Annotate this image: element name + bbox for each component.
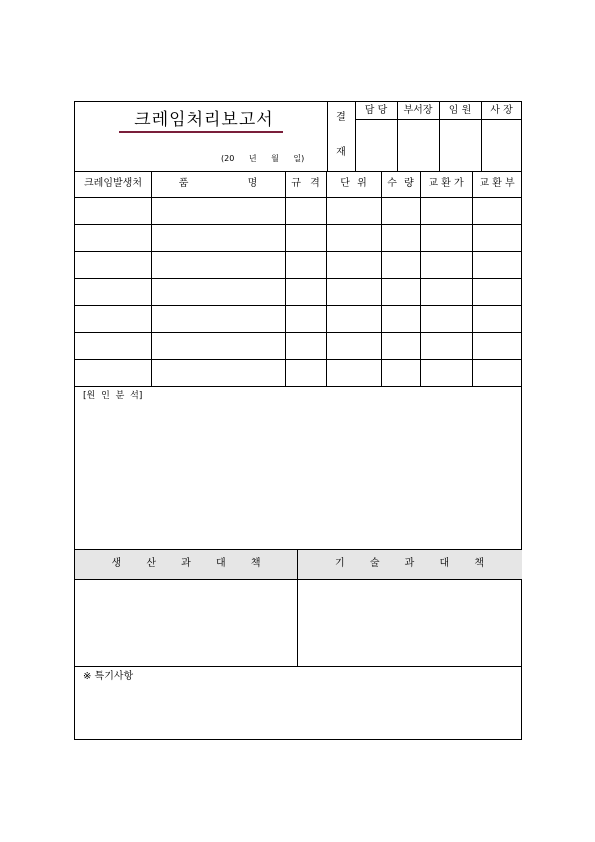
col-header-claim-source: 크레임발생처: [84, 178, 142, 189]
countermeasure-top-line: [75, 549, 522, 550]
col-header-unit: 단 위: [340, 178, 367, 189]
header-top-line: [75, 171, 522, 172]
form-title: 크레임처리보고서: [134, 110, 274, 130]
cause-analysis-label: [원 인 분 석]: [83, 391, 143, 401]
approval-role-president: 사 장: [490, 105, 513, 116]
table-row[interactable]: [75, 278, 522, 279]
header-bottom-line: [75, 197, 522, 198]
approval-stamp-box-staff[interactable]: [355, 120, 397, 171]
title-underline: [119, 131, 283, 133]
remarks-top-line: [75, 666, 522, 667]
technical-countermeasure-area[interactable]: [298, 580, 522, 666]
production-countermeasure-header: 생 산 과 대 책: [111, 558, 261, 569]
approval-stamp-box-dept-head[interactable]: [397, 120, 439, 171]
col-header-spec: 규 격: [291, 178, 320, 189]
technical-countermeasure-header: 기 술 과 대 책: [334, 558, 484, 569]
approval-stamp-box-executive[interactable]: [439, 120, 481, 171]
approval-side-label-bottom: 재: [336, 147, 346, 158]
table-row[interactable]: [75, 251, 522, 252]
claim-report-form: [74, 101, 522, 740]
remarks-label: ※ 특기사항: [83, 671, 134, 682]
col-header-exchange-part: 교 환 부: [479, 178, 515, 189]
table-row[interactable]: [75, 305, 522, 306]
approval-role-staff: 담 당: [364, 105, 388, 116]
approval-stamp-box-president[interactable]: [481, 120, 522, 171]
table-row[interactable]: [75, 359, 522, 360]
approval-role-executive: 임 원: [448, 105, 472, 116]
date-line: (20 년 월 일): [221, 154, 305, 163]
col-header-item-name: 품 명: [178, 178, 258, 189]
cause-analysis-area[interactable]: [75, 402, 522, 549]
table-row[interactable]: [75, 386, 522, 387]
production-countermeasure-area[interactable]: [75, 580, 297, 666]
table-row[interactable]: [75, 224, 522, 225]
remarks-area[interactable]: [75, 684, 522, 739]
approval-side-label-top: 결: [336, 112, 346, 123]
approval-role-dept-head: 부서장: [403, 105, 433, 116]
table-row[interactable]: [75, 332, 522, 333]
col-header-quantity: 수 량: [387, 178, 414, 189]
col-header-exchange-price: 교 환 가: [428, 178, 464, 189]
